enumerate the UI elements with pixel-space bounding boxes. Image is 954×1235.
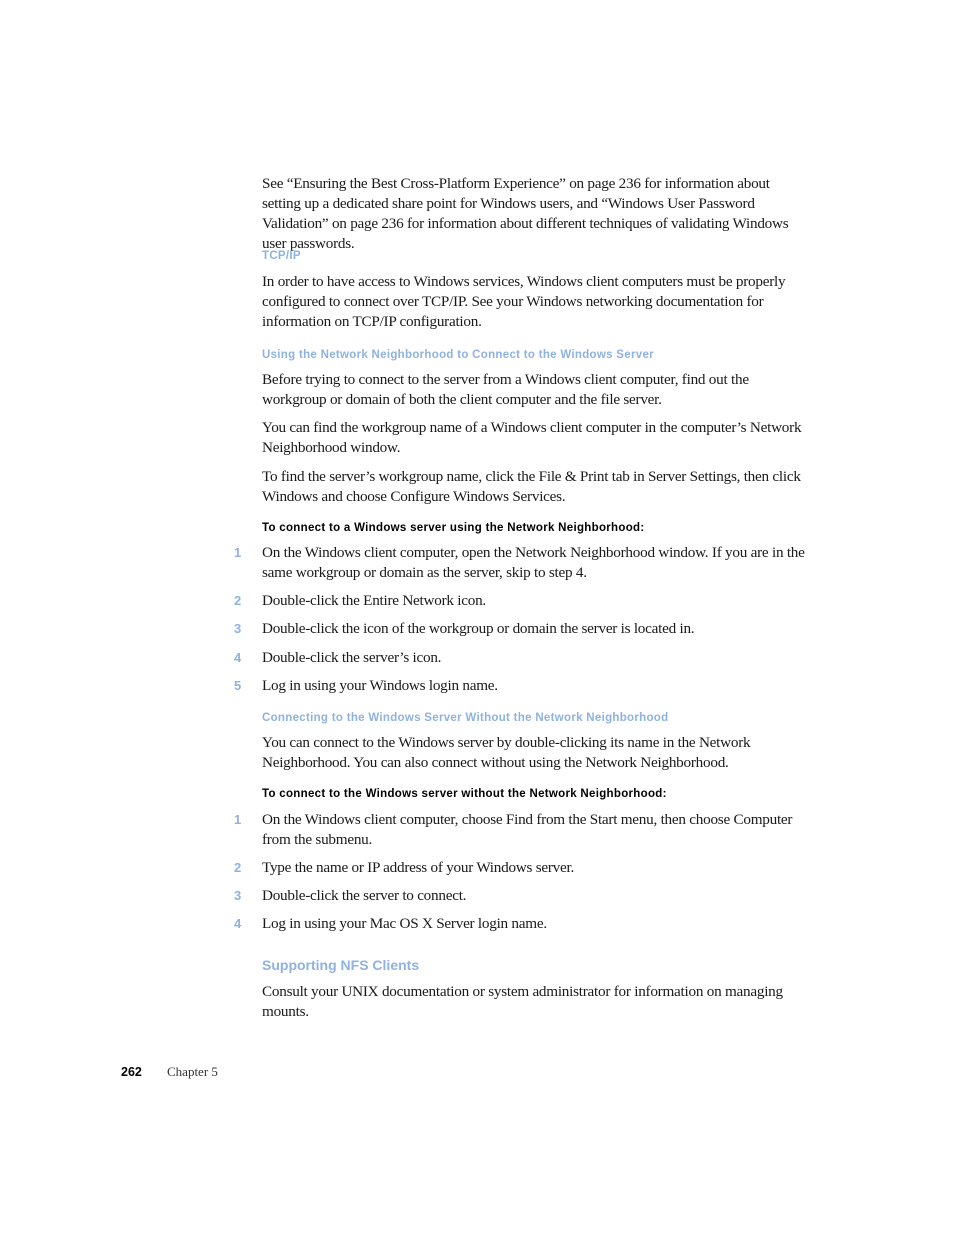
step-text: Double-click the Entire Network icon. [262,592,486,609]
without-neighborhood-heading: Connecting to the Windows Server Without the Network Neighborhood [262,712,669,724]
tcpip-paragraph: In order to have access to Windows services, Windows client computers must be properly configured to connect over TCP/IP. See your Windows networking documentation for information on TCP/IP configuration. [262,273,786,330]
task-heading-without-neighborhood: To connect to the Windows server without the Network Neighborhood: [262,788,667,800]
network-neighborhood-paragraph-1: Before trying to connect to the server from a Windows client computer, find out the workgroup or domain of both the client computer and the file server. [262,371,749,408]
nfs-heading: Supporting NFS Clients [262,957,420,973]
step-number: 1 [234,812,242,827]
step-text: Type the name or IP address of your Windows server. [262,859,575,876]
without-neighborhood-paragraph: You can connect to the Windows server by double-clicking its name in the Network Neighborhood. You can also connect without using the Network Neighborhood. [262,734,751,771]
network-neighborhood-heading: Using the Network Neighborhood to Connect to the Windows Server [262,349,654,361]
step-text: Double-click the icon of the workgroup or domain the server is located in. [262,620,695,637]
step-number: 4 [234,916,242,931]
page-number: 262 [121,1065,142,1079]
step-text: Double-click the server’s icon. [262,649,442,666]
step-number: 2 [234,593,242,608]
network-neighborhood-paragraph-3: To find the server’s workgroup name, click the File & Print tab in Server Settings, then click Windows and choose Configure Windows Services. [262,468,801,505]
step-number: 5 [234,678,242,693]
task-heading-with-neighborhood: To connect to a Windows server using the Network Neighborhood: [262,522,645,534]
network-neighborhood-paragraph-2: You can find the workgroup name of a Windows client computer in the computer’s Network Neighborhood window. [262,419,802,456]
step-number: 3 [234,621,242,636]
tcpip-heading: TCP/IP [262,250,301,262]
step-text: Log in using your Windows login name. [262,677,498,694]
step-text: On the Windows client computer, open the Network Neighborhood window. If you are in the same workgroup or domain as the server, skip to step 4. [262,544,805,581]
intro-paragraph: See “Ensuring the Best Cross-Platform Experience” on page 236 for information about setting up a dedicated share point for Windows users, and “Windows User Password Validation” on page 236 for information about different techniques of validating Windows user passwords. [262,175,789,252]
step-number: 3 [234,888,242,903]
step-text: Log in using your Mac OS X Server login name. [262,915,547,932]
step-number: 2 [234,860,242,875]
step-number: 1 [234,545,242,560]
nfs-paragraph: Consult your UNIX documentation or system administrator for information on managing mounts. [262,983,783,1020]
step-text: Double-click the server to connect. [262,887,467,904]
step-text: On the Windows client computer, choose Find from the Start menu, then choose Computer from the submenu. [262,811,793,848]
step-number: 4 [234,650,242,665]
chapter-label: Chapter 5 [167,1064,218,1079]
